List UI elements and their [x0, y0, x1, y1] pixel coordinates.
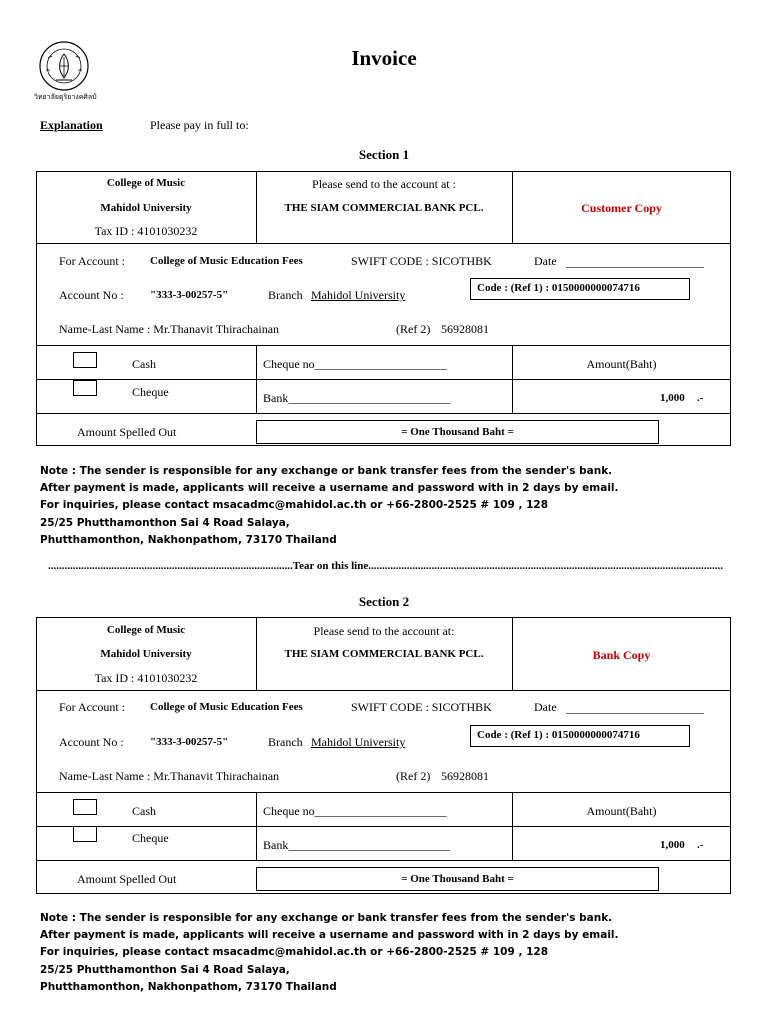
cheque-checkbox[interactable]	[73, 380, 97, 396]
section-2-title: Section 2	[358, 594, 410, 609]
divider	[256, 792, 257, 860]
tear-dots: .................................................................................................................................	[368, 560, 723, 572]
note-line: For inquiries, please contact msacadmc@mahidol.ac.th or +66-2800-2525 # 109 , 128	[40, 946, 549, 959]
amount-suffix: .-	[697, 392, 704, 404]
institution-name: College of Music	[106, 177, 186, 189]
branch-label: Branch	[268, 288, 303, 302]
tax-id: Tax ID : 4101030232	[94, 224, 198, 238]
branch-label: Branch	[268, 735, 303, 749]
cheque-no-field[interactable]: Cheque no______________________	[263, 804, 447, 818]
cheque-no-field[interactable]: Cheque no______________________	[263, 357, 447, 371]
divider	[256, 345, 257, 413]
cheque-checkbox[interactable]	[73, 826, 97, 842]
amount-value: 1,000	[660, 839, 685, 851]
ref2-label: (Ref 2)	[396, 322, 431, 336]
send-to-prompt: Please send to the account at :	[312, 177, 456, 191]
for-account-label: For Account :	[59, 254, 125, 268]
section-1-title: Section 1	[358, 147, 410, 162]
for-account-value: College of Music Education Fees	[150, 255, 303, 267]
swift-code: SWIFT CODE : SICOTHBK	[351, 700, 492, 714]
date-label: Date	[534, 700, 557, 714]
divider	[36, 243, 731, 244]
cash-label: Cash	[132, 804, 156, 818]
amount-spelled-label: Amount Spelled Out	[77, 425, 177, 439]
name-last-name: Name-Last Name : Mr.Thanavit Thirachainan	[59, 322, 280, 336]
send-to-prompt: Please send to the account at:	[313, 624, 455, 638]
note-line: Note : The sender is responsible for any exchange or bank transfer fees from the sender's bank.	[40, 912, 613, 924]
divider	[36, 345, 731, 346]
account-no-label: Account No :	[59, 735, 124, 749]
note-block	[40, 463, 619, 549]
cash-checkbox[interactable]	[73, 799, 97, 815]
explanation-label: Explanation	[40, 118, 103, 132]
cash-checkbox[interactable]	[73, 352, 97, 368]
amount-suffix: .-	[697, 839, 704, 851]
cheque-label: Cheque	[132, 385, 169, 399]
amount-spelled-label: Amount Spelled Out	[77, 872, 177, 886]
cash-label: Cash	[132, 357, 156, 371]
account-no-label: Account No :	[59, 288, 124, 302]
ref2-label: (Ref 2)	[396, 769, 431, 783]
divider	[36, 690, 731, 691]
date-field[interactable]: _______________________	[566, 701, 704, 715]
logo-caption: วิทยาลัยดุริยางคศิลป์	[34, 93, 97, 101]
note-line: 25/25 Phutthamonthon Sai 4 Road Salaya,	[40, 963, 290, 976]
cheque-label: Cheque	[132, 831, 169, 845]
divider	[36, 379, 731, 380]
ref2-value: 56928081	[441, 769, 489, 783]
amount-header: Amount(Baht)	[586, 804, 657, 818]
explanation-text: Please pay in full to:	[150, 118, 249, 132]
branch-value: Mahidol University	[311, 288, 406, 302]
amount-value: 1,000	[660, 392, 685, 404]
tear-line	[20, 560, 751, 572]
amount-spelled-box: = One Thousand Baht =	[256, 867, 659, 891]
tear-dots: .........................................................................................	[48, 560, 293, 572]
bank-field[interactable]: Bank___________________________	[263, 838, 451, 852]
ref1-code-box: Code : (Ref 1) : 0150000000074716	[470, 278, 690, 300]
divider	[36, 826, 731, 827]
divider	[36, 792, 731, 793]
bank-name: THE SIAM COMMERCIAL BANK PCL.	[284, 202, 484, 214]
divider	[36, 413, 731, 414]
for-account-label: For Account :	[59, 700, 125, 714]
divider	[36, 860, 731, 861]
tax-id: Tax ID : 4101030232	[94, 671, 198, 685]
date-label: Date	[534, 254, 557, 268]
institution-university: Mahidol University	[100, 202, 192, 214]
ref1-code-box: Code : (Ref 1) : 0150000000074716	[470, 725, 690, 747]
copy-label: Bank Copy	[592, 648, 651, 662]
note-line: Phutthamonthon, Nakhonpathom, 73170 Thailand	[40, 533, 337, 546]
date-field[interactable]: _______________________	[566, 255, 704, 269]
tear-line-text: Tear on this line	[292, 560, 369, 572]
document-title: Invoice	[351, 46, 417, 70]
account-no-value: "333-3-00257-5"	[150, 736, 229, 748]
note-line: For inquiries, please contact msacadmc@mahidol.ac.th or +66-2800-2525 # 109 , 128	[40, 499, 549, 512]
branch-value: Mahidol University	[311, 735, 406, 749]
note-line: Note : The sender is responsible for any exchange or bank transfer fees from the sender's bank.	[40, 465, 613, 477]
note-line: 25/25 Phutthamonthon Sai 4 Road Salaya,	[40, 516, 290, 529]
copy-label: Customer Copy	[581, 201, 662, 215]
note-line: After payment is made, applicants will receive a username and password with in 2 days by email.	[40, 482, 619, 495]
account-no-value: "333-3-00257-5"	[150, 289, 229, 301]
note-line: After payment is made, applicants will receive a username and password with in 2 days by email.	[40, 929, 619, 942]
amount-header: Amount(Baht)	[586, 357, 657, 371]
institution-name: College of Music	[106, 624, 186, 636]
divider	[512, 345, 513, 413]
amount-spelled-box: = One Thousand Baht =	[256, 420, 659, 444]
for-account-value: College of Music Education Fees	[150, 701, 303, 713]
institution-university: Mahidol University	[100, 648, 192, 660]
bank-field[interactable]: Bank___________________________	[263, 391, 451, 405]
bank-name: THE SIAM COMMERCIAL BANK PCL.	[284, 648, 484, 660]
swift-code: SWIFT CODE : SICOTHBK	[351, 254, 492, 268]
note-block	[40, 910, 619, 996]
divider	[512, 792, 513, 860]
name-last-name: Name-Last Name : Mr.Thanavit Thirachainan	[59, 769, 280, 783]
note-line: Phutthamonthon, Nakhonpathom, 73170 Thailand	[40, 980, 337, 993]
ref2-value: 56928081	[441, 322, 489, 336]
